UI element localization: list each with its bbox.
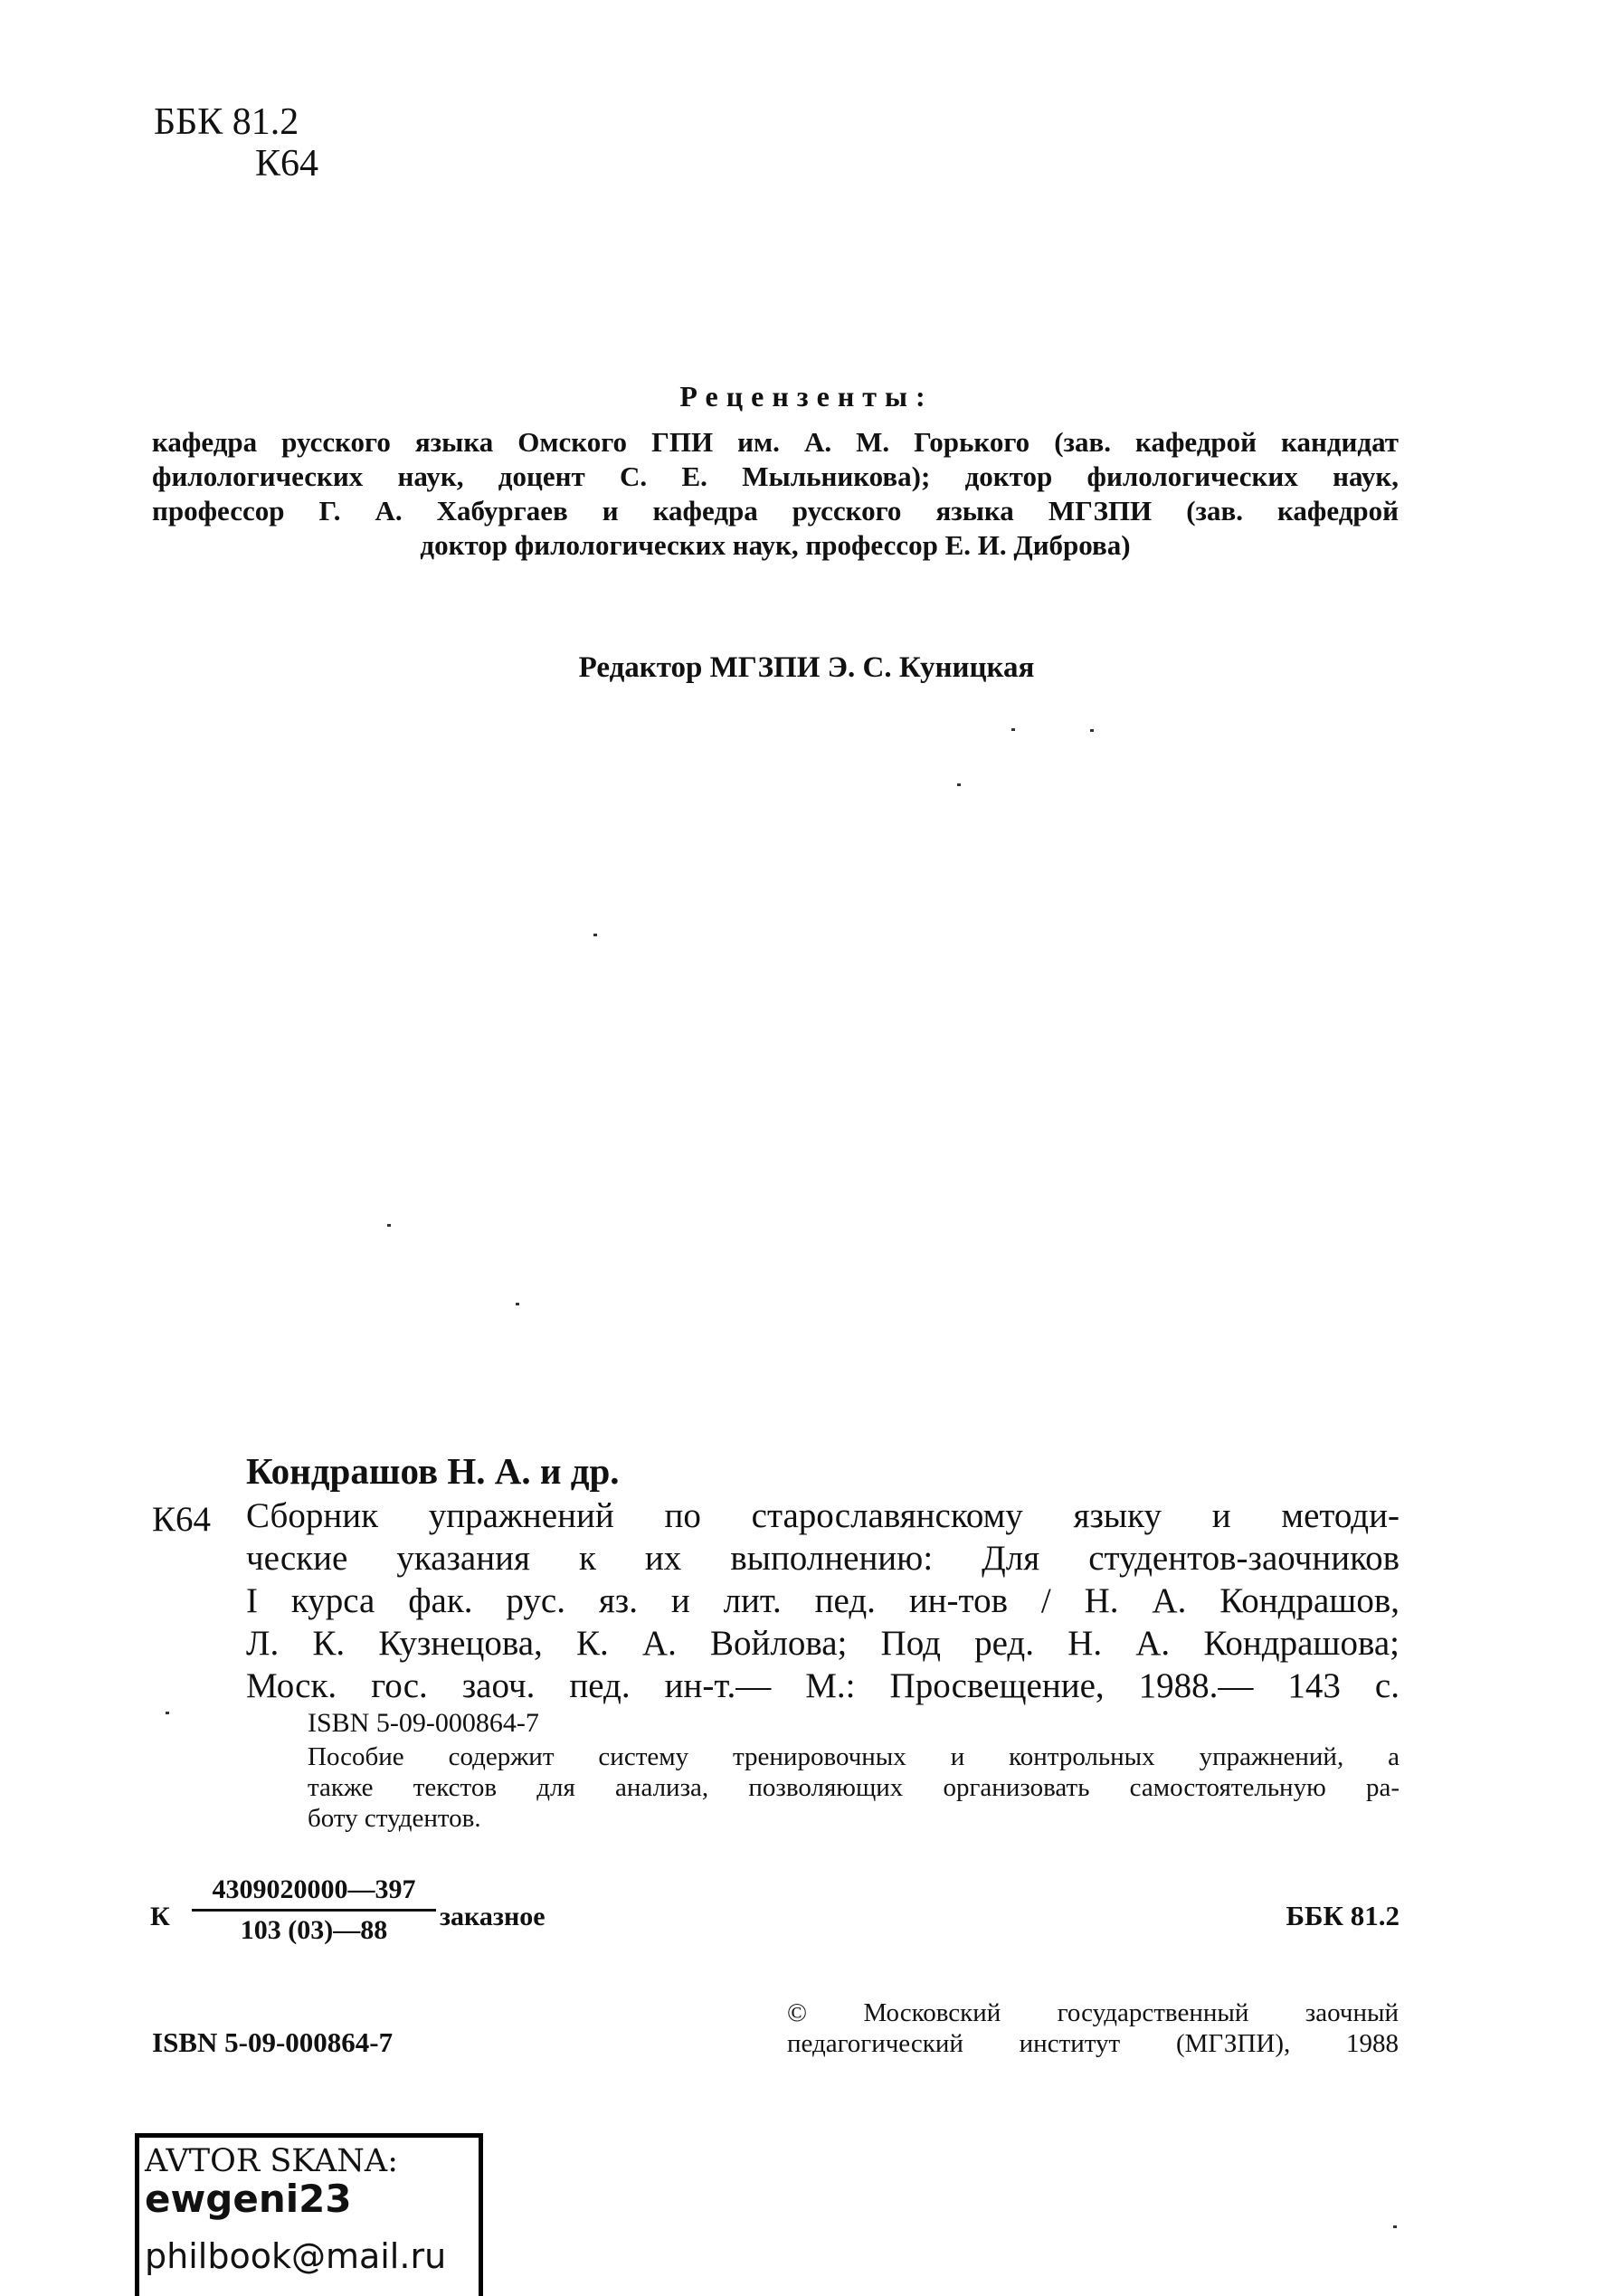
scan-speck <box>1011 728 1015 731</box>
imprint-word: заказное <box>440 1902 546 1931</box>
imprint-letter: К <box>150 1902 170 1931</box>
editor-line: Редактор МГЗПИ Э. С. Куницкая <box>578 651 1035 684</box>
copyright-block <box>787 1997 1399 2059</box>
description-line: Л. К. Кузнецова, К. А. Войлова; Под ред. Н. А. Кондрашова; <box>246 1624 1400 1663</box>
reviewers-line: доктор филологических наук, профессор Е. И. Диброва) <box>420 529 1131 561</box>
scan-speck <box>593 934 597 936</box>
catalog-isbn: ISBN 5-09-000864-7 <box>308 1708 539 1738</box>
stamp-line-1: AVTOR SKANA: <box>145 2143 398 2179</box>
copyright-line: © Московский государственный заочный <box>787 1998 1399 2027</box>
imprint-bbk: ББК 81.2 <box>1286 1900 1400 1931</box>
description-line: I курса фак. рус. яз. и лит. пед. ин-тов / Н. А. Кондрашов, <box>246 1581 1400 1620</box>
description-line: Моск. гос. заоч. пед. ин-т.— М.: Просвещение, 1988.— 143 с. <box>246 1666 1400 1705</box>
scan-speck <box>1393 2225 1397 2228</box>
imprint-fraction <box>192 1874 436 1946</box>
reviewers-line: кафедра русского языка Омского ГПИ им. А. М. Горького (зав. кафедрой кандидат <box>152 426 1399 458</box>
scan-speck <box>516 1303 519 1305</box>
imprint-isbn: ISBN 5-09-000864-7 <box>152 2026 394 2058</box>
catalog-mark: К64 <box>152 1500 212 1539</box>
bbk-code: ББК 81.2 <box>154 101 299 143</box>
description-line: Сборник упражнений по старославянскому языку и методи- <box>246 1496 1400 1535</box>
annotation-line: также текстов для анализа, позволяющих организовать самостоятельную ра- <box>308 1773 1400 1802</box>
copyright-line: педагогический институт (МГЗПИ), 1988 <box>787 2029 1399 2058</box>
classification-block <box>154 101 318 185</box>
imprint-denominator: 103 (03)—88 <box>240 1915 388 1945</box>
scan-speck <box>166 1712 169 1714</box>
annotation <box>308 1741 1400 1834</box>
reviewers-heading: Рецензенты: <box>679 380 934 413</box>
scan-speck <box>1090 729 1094 732</box>
scan-stamp <box>135 2133 483 2296</box>
catalog-author: Кондрашов Н. А. и др. <box>246 1450 620 1492</box>
imprint-numerator: 4309020000—397 <box>192 1874 436 1912</box>
description-line: ческие указания к их выполнению: Для студентов-заочников <box>246 1539 1400 1578</box>
reviewers-line: профессор Г. А. Хабургаев и кафедра русского языка МГЗПИ (зав. кафедрой <box>152 495 1399 527</box>
annotation-line: Пособие содержит систему тренировочных и контрольных упражнений, а <box>308 1742 1400 1771</box>
stamp-line-2: ewgeni23 <box>145 2177 352 2221</box>
annotation-line: боту студентов. <box>308 1804 481 1833</box>
scan-speck <box>387 1224 391 1227</box>
reviewers-text <box>152 425 1399 563</box>
scan-speck <box>957 783 961 786</box>
reviewers-line: филологических наук, доцент С. Е. Мыльникова); доктор филологических наук, <box>152 460 1399 492</box>
catalog-description <box>246 1494 1400 1707</box>
stamp-line-3: philbook@mail.ru <box>145 2236 447 2276</box>
author-mark: К64 <box>255 143 319 185</box>
